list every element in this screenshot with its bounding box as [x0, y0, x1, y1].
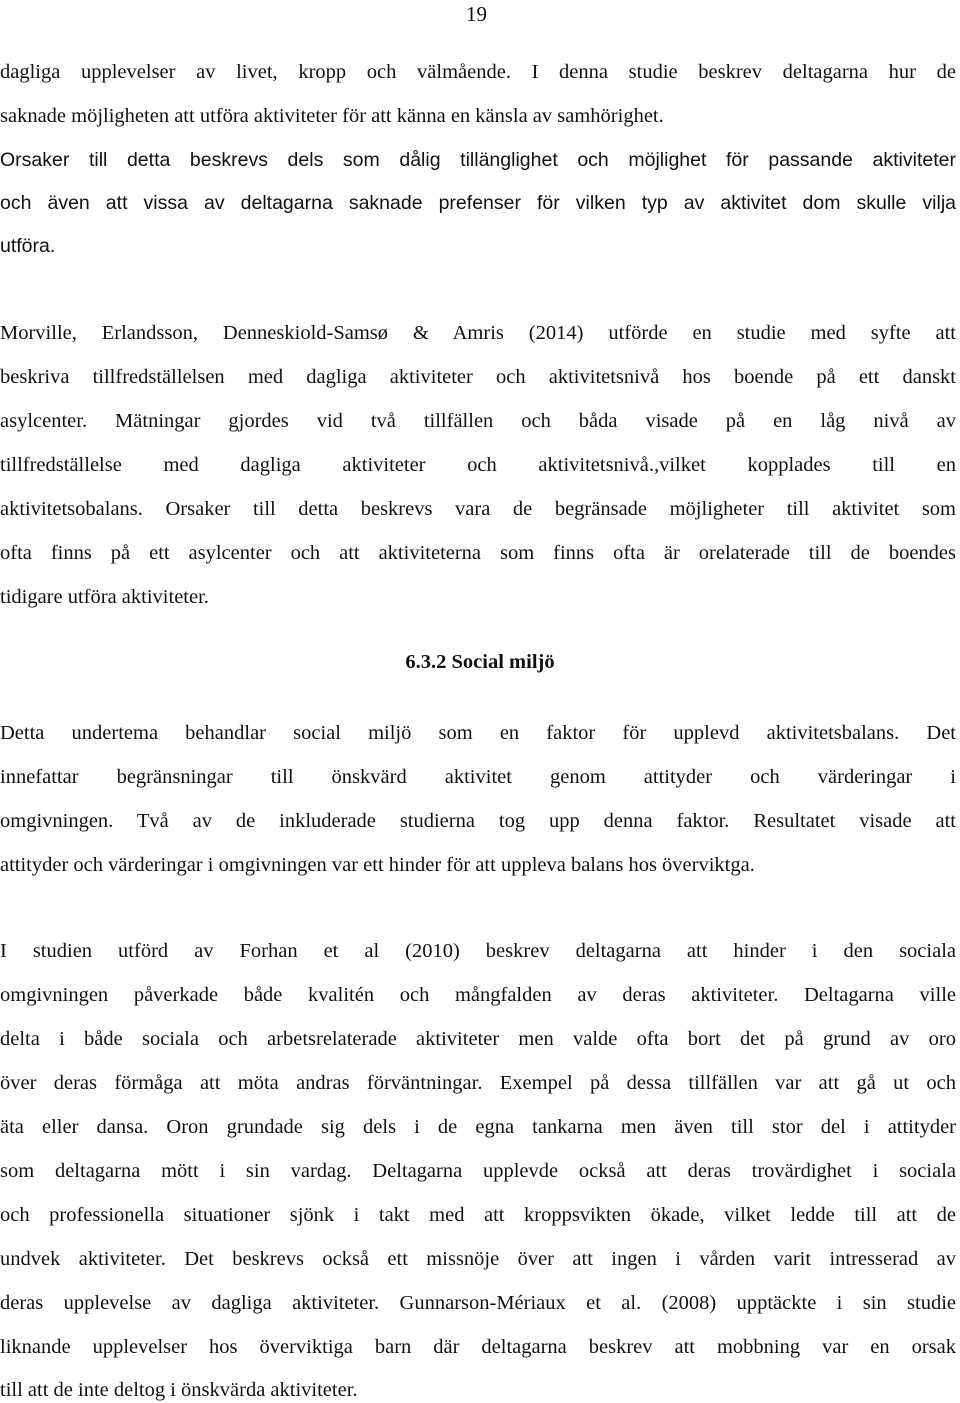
paragraph-line: attityder och värderingar i omgivningen var ett hinder för att uppleva balans hos överviktga. [0, 854, 755, 876]
paragraph-line: och professionella situationer sjönk i takt med att kroppsvikten ökade, vilket ledde till att de [0, 1204, 956, 1226]
page-number: 19 [466, 2, 487, 26]
paragraph-line: Orsaker till detta beskrevs dels som dålig tillänglighet och möjlighet för passande aktiviteter [0, 149, 956, 171]
paragraph-line: beskriva tillfredställelsen med dagliga aktiviteter och aktivitetsnivå hos boende på ett danskt [0, 366, 956, 388]
paragraph-line: äta eller dansa. Oron grundade sig dels i de egna tankarna men även till stor del i attityder [0, 1116, 956, 1138]
paragraph-line: liknande upplevelser hos överviktiga barn där deltagarna beskrev att mobbning var en orsak [0, 1336, 956, 1358]
paragraph-line: över deras förmåga att möta andras förväntningar. Exempel på dessa tillfällen var att gå ut och [0, 1072, 956, 1094]
paragraph-line: omgivningen. Två av de inkluderade studierna tog upp denna faktor. Resultatet visade att [0, 810, 956, 832]
paragraph-line: tillfredställelse med dagliga aktiviteter och aktivitetsnivå.,vilket kopplades till en [0, 454, 956, 476]
paragraph-line: innefattar begränsningar till önskvärd aktivitet genom attityder och värderingar i [0, 766, 956, 788]
paragraph-line: Morville, Erlandsson, Denneskiold-Samsø & Amris (2014) utförde en studie med syfte att [0, 322, 956, 344]
paragraph-line: deras upplevelse av dagliga aktiviteter. Gunnarson-Mériaux et al. (2008) upptäckte i sin studie [0, 1292, 956, 1314]
paragraph-line: till att de inte deltog i önskvärda aktiviteter. [0, 1379, 358, 1401]
paragraph-line: I studien utförd av Forhan et al (2010) beskrev deltagarna att hinder i den sociala [0, 940, 956, 962]
paragraph-line: asylcenter. Mätningar gjordes vid två tillfällen och båda visade på en låg nivå av [0, 410, 956, 432]
paragraph-line: Detta undertema behandlar social miljö som en faktor för upplevd aktivitetsbalans. Det [0, 722, 956, 744]
paragraph-line: undvek aktiviteter. Det beskrevs också ett missnöje över att ingen i vården varit intresserad av [0, 1248, 956, 1270]
paragraph-line: utföra. [0, 235, 56, 257]
paragraph-line: delta i både sociala och arbetsrelaterade aktiviteter men valde ofta bort det på grund av oro [0, 1028, 956, 1050]
paragraph-line: dagliga upplevelser av livet, kropp och välmående. I denna studie beskrev deltagarna hur de [0, 61, 956, 83]
paragraph-line: som deltagarna mött i sin vardag. Deltagarna upplevde också att deras trovärdighet i sociala [0, 1160, 956, 1182]
paragraph-line: aktivitetsobalans. Orsaker till detta beskrevs vara de begränsade möjligheter till aktivitet som [0, 498, 956, 520]
paragraph-line: tidigare utföra aktiviteter. [0, 586, 209, 608]
paragraph-line: och även att vissa av deltagarna saknade prefenser för vilken typ av aktivitet dom skulle vilja [0, 192, 956, 214]
paragraph-line: omgivningen påverkade både kvalitén och mångfalden av deras aktiviteter. Deltagarna ville [0, 984, 956, 1006]
paragraph-line: saknade möjligheten att utföra aktiviteter för att känna en känsla av samhörighet. [0, 105, 664, 127]
paragraph-line: ofta finns på ett asylcenter och att aktiviteterna som finns ofta är orelaterade till de boendes [0, 542, 956, 564]
section-heading: 6.3.2 Social miljö [405, 651, 555, 673]
